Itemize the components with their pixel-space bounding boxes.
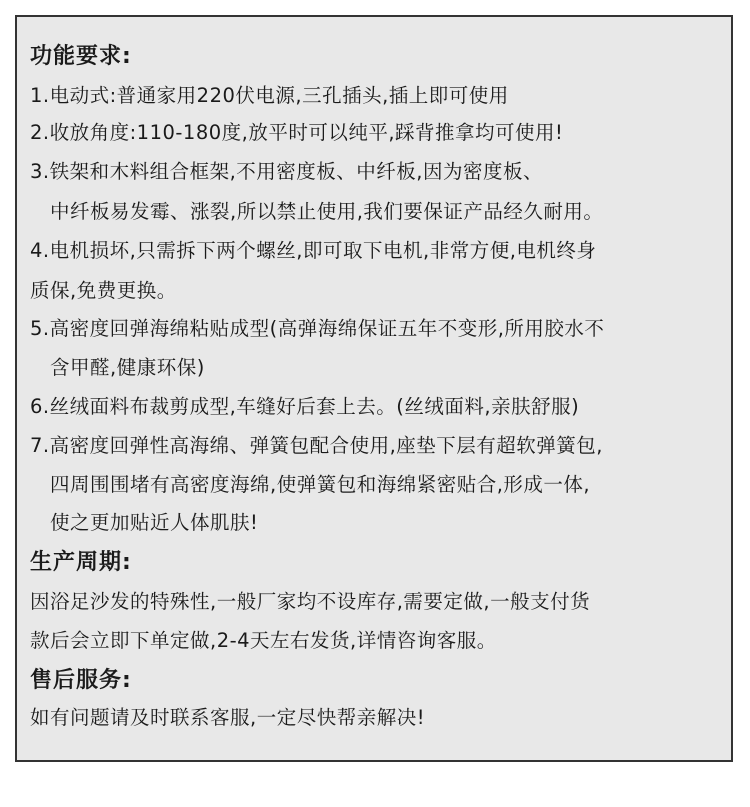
function-line-10: 7.高密度回弹性高海绵、弹簧包配合使用,座垫下层有超软弹簧包, — [30, 434, 604, 457]
cycle-heading: 生产周期: — [30, 550, 132, 575]
aftersales-line-1: 如有问题请及时联系客服,一定尽快帮亲解决! — [30, 706, 426, 729]
function-heading: 功能要求: — [30, 44, 132, 69]
function-line-3: 3.铁架和木料组合框架,不用密度板、中纤板,因为密度板、 — [30, 160, 544, 183]
cycle-line-1: 因浴足沙发的特殊性,一般厂家均不设库存,需要定做,一般支付货 — [30, 590, 591, 613]
function-line-9: 6.丝绒面料布裁剪成型,车缝好后套上去。(丝绒面料,亲肤舒服) — [30, 395, 580, 418]
function-line-2: 2.收放角度:110-180度,放平时可以纯平,踩背推拿均可使用! — [30, 121, 564, 144]
function-line-1: 1.电动式:普通家用220伏电源,三孔插头,插上即可使用 — [30, 84, 509, 107]
function-line-12: 使之更加贴近人体肌肤! — [50, 511, 259, 534]
aftersales-heading: 售后服务: — [30, 668, 132, 693]
function-line-11: 四周围围堵有高密度海绵,使弹簧包和海绵紧密贴合,形成一体, — [50, 473, 591, 496]
function-line-8: 含甲醛,健康环保) — [50, 356, 205, 379]
cycle-line-2: 款后会立即下单定做,2-4天左右发货,详情咨询客服。 — [30, 629, 497, 652]
function-line-7: 5.高密度回弹海绵粘贴成型(高弹海绵保证五年不变形,所用胶水不 — [30, 317, 605, 340]
function-line-4: 中纤板易发霉、涨裂,所以禁止使用,我们要保证产品经久耐用。 — [50, 200, 604, 223]
function-line-6: 质保,免费更换。 — [30, 279, 177, 302]
function-line-5: 4.电机损坏,只需拆下两个螺丝,即可取下电机,非常方便,电机终身 — [30, 239, 597, 262]
